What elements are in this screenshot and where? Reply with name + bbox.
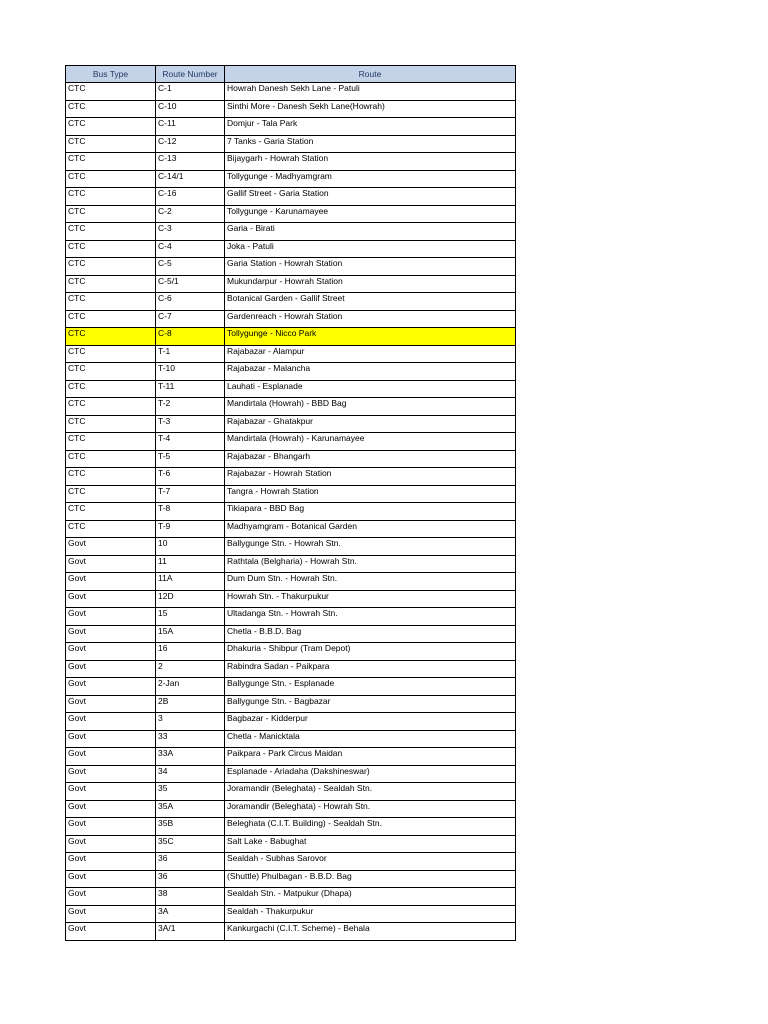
route-number-cell[interactable]: 38	[156, 888, 225, 906]
route-cell[interactable]: Rabindra Sadan - Paikpara	[225, 660, 516, 678]
route-number-cell[interactable]: 11A	[156, 573, 225, 591]
route-number-cell[interactable]: 2-Jan	[156, 678, 225, 696]
bus-type-cell[interactable]: Govt	[66, 783, 156, 801]
bus-type-cell[interactable]: CTC	[66, 398, 156, 416]
route-number-cell[interactable]: 15A	[156, 625, 225, 643]
bus-type-cell[interactable]: CTC	[66, 240, 156, 258]
route-cell[interactable]: Joramandir (Beleghata) - Howrah Stn.	[225, 800, 516, 818]
route-cell[interactable]: (Shuttle) Phulbagan - B.B.D. Bag	[225, 870, 516, 888]
route-cell[interactable]: Rathtala (Belgharia) - Howrah Stn.	[225, 555, 516, 573]
bus-type-cell[interactable]: CTC	[66, 83, 156, 101]
route-number-cell[interactable]: 36	[156, 853, 225, 871]
route-cell[interactable]: Madhyamgram - Botanical Garden	[225, 520, 516, 538]
route-number-cell[interactable]: 3A/1	[156, 923, 225, 941]
route-number-cell[interactable]: 33	[156, 730, 225, 748]
bus-type-cell[interactable]: CTC	[66, 328, 156, 346]
bus-type-cell[interactable]: CTC	[66, 345, 156, 363]
table-row	[66, 345, 516, 363]
table-row	[66, 468, 516, 486]
route-cell[interactable]: Gallif Street - Garia Station	[225, 188, 516, 206]
bus-type-cell[interactable]: Govt	[66, 695, 156, 713]
bus-type-cell[interactable]: Govt	[66, 905, 156, 923]
route-number-cell[interactable]: 35B	[156, 818, 225, 836]
route-cell[interactable]: Rajabazar - Malancha	[225, 363, 516, 381]
route-cell[interactable]: Sealdah - Subhas Sarovor	[225, 853, 516, 871]
table-row	[66, 695, 516, 713]
route-number-cell[interactable]: C-5/1	[156, 275, 225, 293]
bus-type-cell[interactable]: CTC	[66, 258, 156, 276]
bus-type-cell[interactable]: Govt	[66, 573, 156, 591]
route-cell[interactable]: Beleghata (C.I.T. Building) - Sealdah Stn.	[225, 818, 516, 836]
route-cell[interactable]: Bijaygarh - Howrah Station	[225, 153, 516, 171]
route-number-cell[interactable]: C-3	[156, 223, 225, 241]
table-row	[66, 818, 516, 836]
route-number-cell[interactable]: C-8	[156, 328, 225, 346]
table-row	[66, 398, 516, 416]
route-cell[interactable]: Ultadanga Stn. - Howrah Stn.	[225, 608, 516, 626]
route-number-cell[interactable]: 2B	[156, 695, 225, 713]
table-row	[66, 415, 516, 433]
route-number-cell[interactable]: T-10	[156, 363, 225, 381]
table-row	[66, 240, 516, 258]
table-row	[66, 275, 516, 293]
route-cell[interactable]: Ballygunge Stn. - Bagbazar	[225, 695, 516, 713]
route-number-cell[interactable]: T-9	[156, 520, 225, 538]
table-row	[66, 573, 516, 591]
route-number-cell[interactable]: T-6	[156, 468, 225, 486]
route-cell[interactable]: Salt Lake - Babughat	[225, 835, 516, 853]
route-cell[interactable]: Rajabazar - Howrah Station	[225, 468, 516, 486]
table-row	[66, 853, 516, 871]
bus-type-cell[interactable]: Govt	[66, 555, 156, 573]
bus-type-cell[interactable]: CTC	[66, 118, 156, 136]
route-cell[interactable]: Tollygunge - Nicco Park	[225, 328, 516, 346]
route-cell[interactable]: Garia - Birati	[225, 223, 516, 241]
route-cell[interactable]: Dhakuria - Shibpur (Tram Depot)	[225, 643, 516, 661]
table-row	[66, 100, 516, 118]
route-cell[interactable]: Sealdah - Thakurpukur	[225, 905, 516, 923]
bus-type-cell[interactable]: CTC	[66, 135, 156, 153]
route-number-cell[interactable]: 35C	[156, 835, 225, 853]
route-cell[interactable]: Domjur - Tala Park	[225, 118, 516, 136]
route-number-cell[interactable]: C-5	[156, 258, 225, 276]
table-row	[66, 590, 516, 608]
route-cell[interactable]: Tollygunge - Karunamayee	[225, 205, 516, 223]
bus-type-cell[interactable]: CTC	[66, 380, 156, 398]
route-number-cell[interactable]: C-6	[156, 293, 225, 311]
table-row	[66, 380, 516, 398]
route-cell[interactable]: Garia Station - Howrah Station	[225, 258, 516, 276]
bus-type-cell[interactable]: Govt	[66, 800, 156, 818]
route-cell[interactable]: Paikpara - Park Circus Maidan	[225, 748, 516, 766]
route-number-cell[interactable]: C-2	[156, 205, 225, 223]
route-cell[interactable]: Rajabazar - Alampur	[225, 345, 516, 363]
table-row	[66, 800, 516, 818]
table-row	[66, 153, 516, 171]
table-row	[66, 188, 516, 206]
bus-type-cell[interactable]: Govt	[66, 590, 156, 608]
route-number-cell[interactable]: 33A	[156, 748, 225, 766]
bus-type-cell[interactable]: CTC	[66, 293, 156, 311]
route-number-cell[interactable]: T-7	[156, 485, 225, 503]
table-row	[66, 310, 516, 328]
table-row	[66, 293, 516, 311]
route-number-cell[interactable]: T-5	[156, 450, 225, 468]
bus-type-cell[interactable]: CTC	[66, 520, 156, 538]
header-bus-type[interactable]: Bus Type	[66, 66, 156, 83]
route-number-cell[interactable]: C-13	[156, 153, 225, 171]
table-row	[66, 923, 516, 941]
table-row	[66, 363, 516, 381]
route-cell[interactable]: Sealdah Stn. - Matpukur (Dhapa)	[225, 888, 516, 906]
header-route-number[interactable]: Route Number	[156, 66, 225, 83]
bus-type-cell[interactable]: Govt	[66, 748, 156, 766]
route-number-cell[interactable]: 16	[156, 643, 225, 661]
route-number-cell[interactable]: C-14/1	[156, 170, 225, 188]
route-number-cell[interactable]: T-4	[156, 433, 225, 451]
header-route[interactable]: Route	[225, 66, 516, 83]
table-row	[66, 170, 516, 188]
route-number-cell[interactable]: C-16	[156, 188, 225, 206]
route-cell[interactable]: Dum Dum Stn. - Howrah Stn.	[225, 573, 516, 591]
bus-type-cell[interactable]: CTC	[66, 363, 156, 381]
table-row	[66, 555, 516, 573]
route-cell[interactable]: Bagbazar - Kidderpur	[225, 713, 516, 731]
route-cell[interactable]: Tollygunge - Madhyamgram	[225, 170, 516, 188]
bus-type-cell[interactable]: Govt	[66, 923, 156, 941]
bus-type-cell[interactable]: CTC	[66, 275, 156, 293]
route-cell[interactable]: Howrah Danesh Sekh Lane - Patuli	[225, 83, 516, 101]
route-cell[interactable]: Joka - Patuli	[225, 240, 516, 258]
route-cell[interactable]: Esplanade - Ariadaha (Dakshineswar)	[225, 765, 516, 783]
route-number-cell[interactable]: T-8	[156, 503, 225, 521]
bus-type-cell[interactable]: CTC	[66, 433, 156, 451]
route-cell[interactable]: Ballygunge Stn. - Howrah Stn.	[225, 538, 516, 556]
bus-type-cell[interactable]: CTC	[66, 485, 156, 503]
table-row	[66, 870, 516, 888]
bus-type-cell[interactable]: CTC	[66, 415, 156, 433]
route-number-cell[interactable]: 35A	[156, 800, 225, 818]
route-number-cell[interactable]: T-3	[156, 415, 225, 433]
route-number-cell[interactable]: 2	[156, 660, 225, 678]
bus-type-cell[interactable]: Govt	[66, 625, 156, 643]
spreadsheet	[65, 65, 515, 941]
table-row	[66, 643, 516, 661]
table-row	[66, 783, 516, 801]
bus-type-cell[interactable]: Govt	[66, 835, 156, 853]
route-number-cell[interactable]: C-1	[156, 83, 225, 101]
route-cell[interactable]: Mukundarpur - Howrah Station	[225, 275, 516, 293]
bus-type-cell[interactable]: Govt	[66, 765, 156, 783]
bus-type-cell[interactable]: CTC	[66, 223, 156, 241]
bus-type-cell[interactable]: CTC	[66, 450, 156, 468]
bus-type-cell[interactable]: Govt	[66, 538, 156, 556]
table-row	[66, 450, 516, 468]
bus-type-cell[interactable]: Govt	[66, 713, 156, 731]
route-number-cell[interactable]: 15	[156, 608, 225, 626]
bus-type-cell[interactable]: Govt	[66, 730, 156, 748]
route-number-cell[interactable]: T-1	[156, 345, 225, 363]
bus-type-cell[interactable]: Govt	[66, 643, 156, 661]
table-row	[66, 223, 516, 241]
route-cell[interactable]: Tangra - Howrah Station	[225, 485, 516, 503]
table-row	[66, 730, 516, 748]
route-number-cell[interactable]: 3A	[156, 905, 225, 923]
route-number-cell[interactable]: 3	[156, 713, 225, 731]
route-number-cell[interactable]: C-10	[156, 100, 225, 118]
table-row	[66, 660, 516, 678]
table-row	[66, 328, 516, 346]
bus-type-cell[interactable]: CTC	[66, 153, 156, 171]
bus-type-cell[interactable]: Govt	[66, 853, 156, 871]
bus-type-cell[interactable]: CTC	[66, 188, 156, 206]
bus-type-cell[interactable]: CTC	[66, 205, 156, 223]
table-row	[66, 835, 516, 853]
header-row	[66, 66, 516, 83]
route-number-cell[interactable]: 11	[156, 555, 225, 573]
route-number-cell[interactable]: 36	[156, 870, 225, 888]
table-row	[66, 625, 516, 643]
route-cell[interactable]: Rajabazar - Ghatakpur	[225, 415, 516, 433]
table-row	[66, 713, 516, 731]
route-cell[interactable]: Rajabazar - Bhangarh	[225, 450, 516, 468]
table-row	[66, 538, 516, 556]
route-cell[interactable]: Chetla - Manicktala	[225, 730, 516, 748]
route-number-cell[interactable]: 35	[156, 783, 225, 801]
bus-type-cell[interactable]: Govt	[66, 660, 156, 678]
table-row	[66, 608, 516, 626]
bus-type-cell[interactable]: CTC	[66, 170, 156, 188]
route-cell[interactable]: 7 Tanks - Garia Station	[225, 135, 516, 153]
route-number-cell[interactable]: T-11	[156, 380, 225, 398]
bus-type-cell[interactable]: CTC	[66, 468, 156, 486]
route-cell[interactable]: Chetla - B.B.D. Bag	[225, 625, 516, 643]
table-row	[66, 433, 516, 451]
route-cell[interactable]: Mandirtala (Howrah) - BBD Bag	[225, 398, 516, 416]
bus-routes-table	[65, 65, 516, 941]
route-number-cell[interactable]: 12D	[156, 590, 225, 608]
table-row	[66, 765, 516, 783]
bus-type-cell[interactable]: CTC	[66, 503, 156, 521]
route-number-cell[interactable]: T-2	[156, 398, 225, 416]
table-row	[66, 83, 516, 101]
table-row	[66, 888, 516, 906]
table-row	[66, 485, 516, 503]
table-row	[66, 118, 516, 136]
route-cell[interactable]: Gardenreach - Howrah Station	[225, 310, 516, 328]
route-cell[interactable]: Ballygunge Stn. - Esplanade	[225, 678, 516, 696]
bus-type-cell[interactable]: Govt	[66, 678, 156, 696]
table-row	[66, 905, 516, 923]
route-number-cell[interactable]: C-12	[156, 135, 225, 153]
bus-type-cell[interactable]: CTC	[66, 310, 156, 328]
table-row	[66, 135, 516, 153]
route-number-cell[interactable]: C-11	[156, 118, 225, 136]
table-row	[66, 678, 516, 696]
table-row	[66, 205, 516, 223]
bus-type-cell[interactable]: Govt	[66, 818, 156, 836]
table-row	[66, 520, 516, 538]
route-cell[interactable]: Kankurgachi (C.I.T. Scheme) - Behala	[225, 923, 516, 941]
route-cell[interactable]: Joramandir (Beleghata) - Sealdah Stn.	[225, 783, 516, 801]
route-cell[interactable]: Lauhati - Esplanade	[225, 380, 516, 398]
route-number-cell[interactable]: C-7	[156, 310, 225, 328]
route-cell[interactable]: Mandirtala (Howrah) - Karunamayee	[225, 433, 516, 451]
table-row	[66, 748, 516, 766]
table-row	[66, 258, 516, 276]
route-cell[interactable]: Tikiapara - BBD Bag	[225, 503, 516, 521]
bus-type-cell[interactable]: Govt	[66, 888, 156, 906]
route-cell[interactable]: Howrah Stn. - Thakurpukur	[225, 590, 516, 608]
bus-type-cell[interactable]: CTC	[66, 100, 156, 118]
table-row	[66, 503, 516, 521]
route-cell[interactable]: Sinthi More - Danesh Sekh Lane(Howrah)	[225, 100, 516, 118]
bus-type-cell[interactable]: Govt	[66, 608, 156, 626]
route-number-cell[interactable]: 34	[156, 765, 225, 783]
route-cell[interactable]: Botanical Garden - Gallif Street	[225, 293, 516, 311]
route-number-cell[interactable]: C-4	[156, 240, 225, 258]
bus-type-cell[interactable]: Govt	[66, 870, 156, 888]
route-number-cell[interactable]: 10	[156, 538, 225, 556]
